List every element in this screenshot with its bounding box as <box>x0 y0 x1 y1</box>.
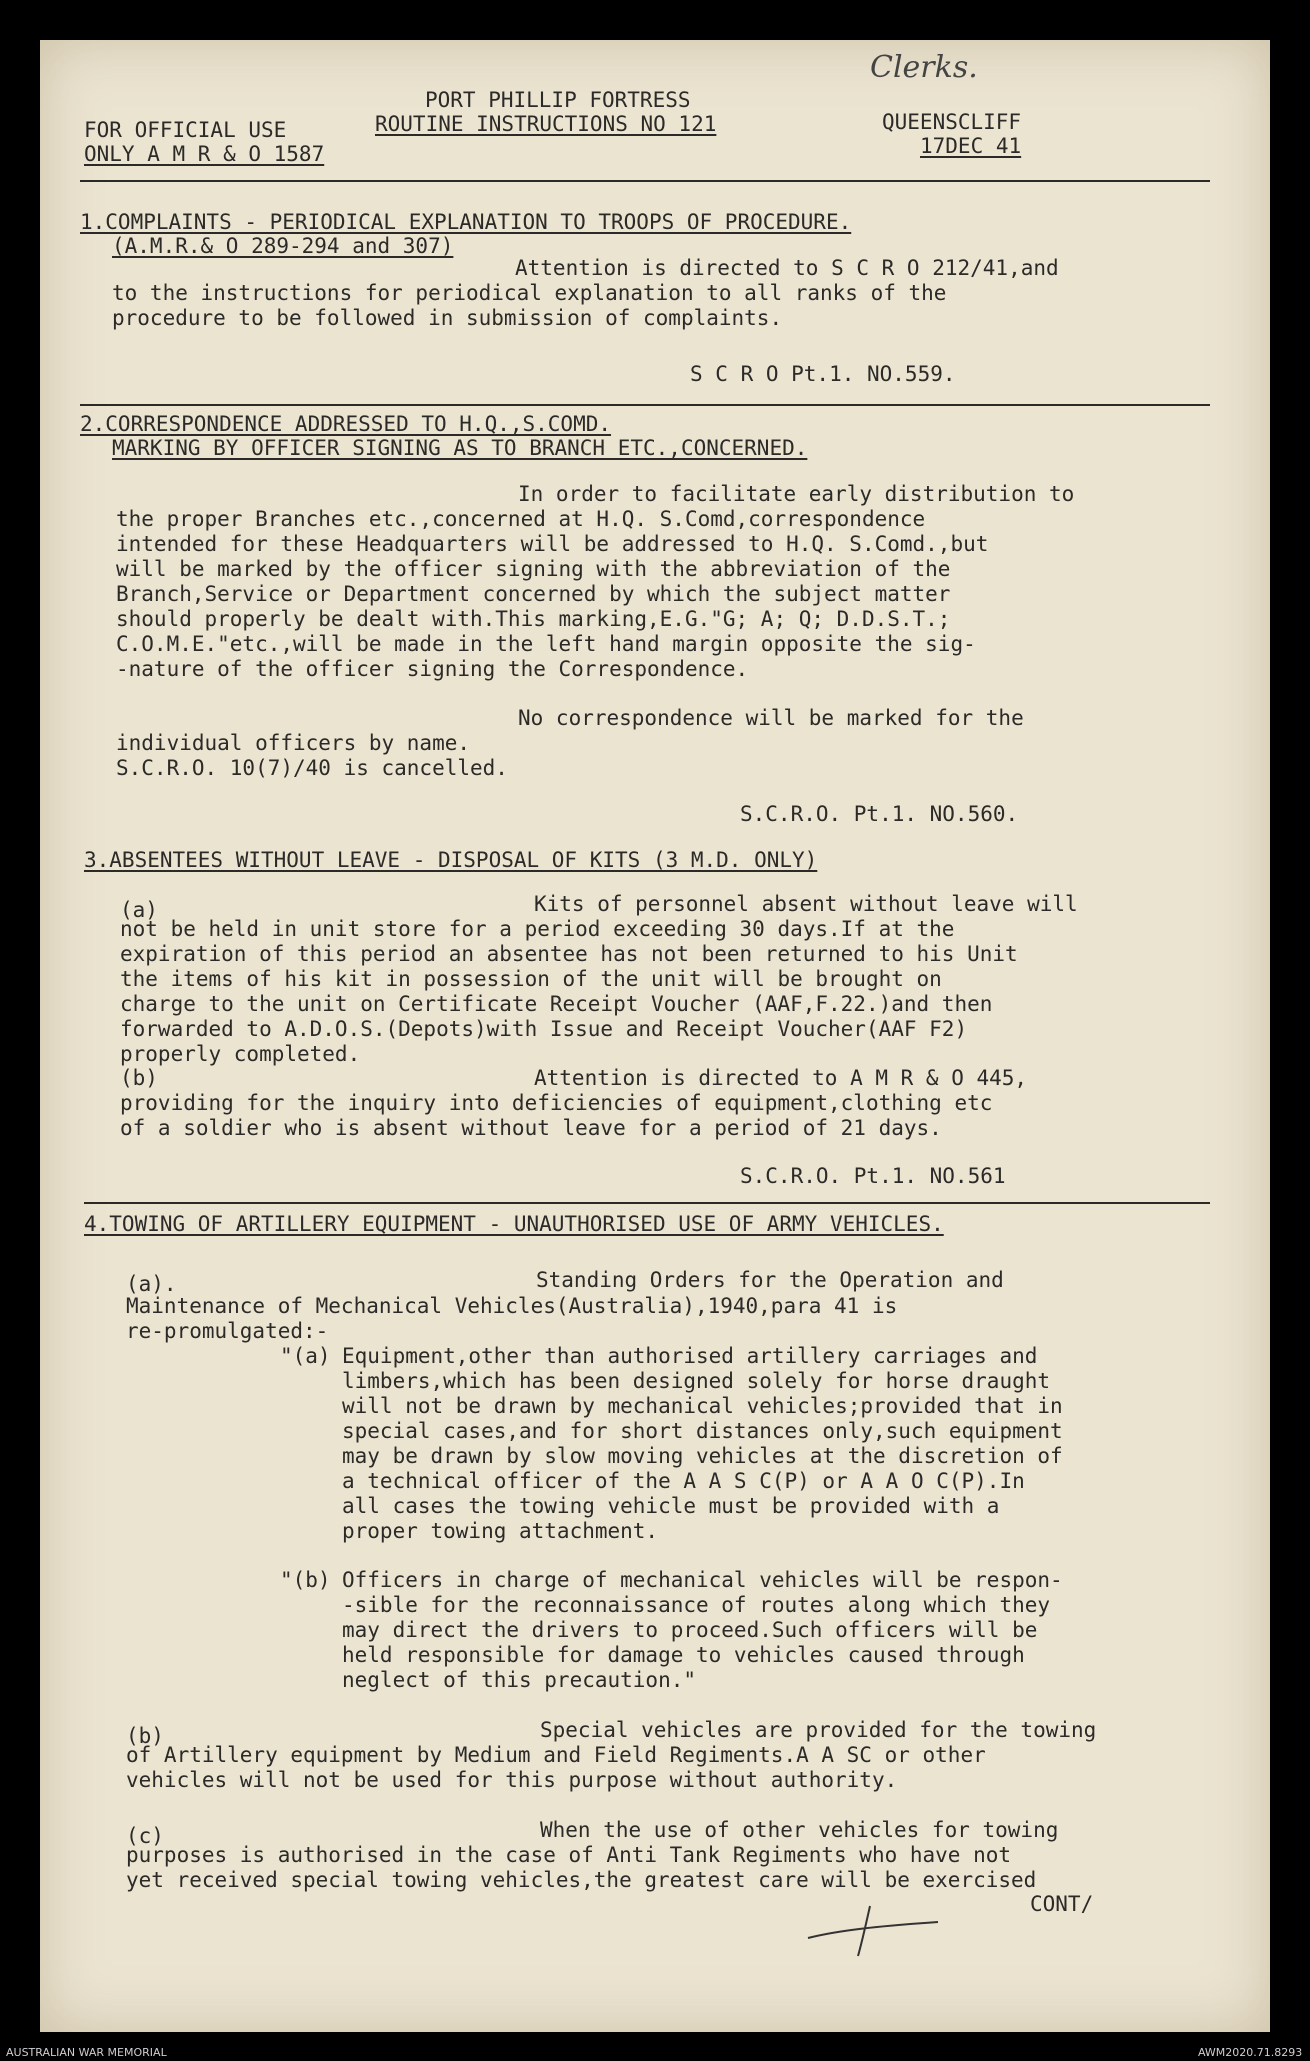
section-2-text: In order to facilitate early distribution to <box>518 482 1075 506</box>
section-2-text: will be marked by the officer signing with the abbreviation of the <box>116 557 951 581</box>
handwritten-annotation: Clerks. <box>870 50 978 85</box>
archive-caption: AUSTRALIAN WAR MEMORIAL <box>6 2046 167 2059</box>
section-1-reference: (A.M.R.& O 289-294 and 307) <box>112 234 454 258</box>
section-2-text: individual officers by name. <box>116 731 471 755</box>
fortress-name: PORT PHILLIP FORTRESS <box>425 88 691 112</box>
section-1-title: 1.COMPLAINTS - PERIODICAL EXPLANATION TO TROOPS OF PROCEDURE. <box>80 210 852 234</box>
quoted-b-text: -sible for the reconnaissance of routes along which they <box>342 1593 1051 1617</box>
section-1-text: Attention is directed to S C R O 212/41,and <box>515 256 1059 280</box>
section-4-a-label: (a). <box>126 1272 177 1296</box>
signature-scribble <box>800 1900 950 1960</box>
section-4-c-text: When the use of other vehicles for towing <box>540 1818 1059 1842</box>
section-4-b-label: (b) <box>126 1724 164 1748</box>
quoted-a-label: "(a) <box>280 1344 331 1368</box>
section-2-text: No correspondence will be marked for the <box>518 706 1024 730</box>
official-use-label: FOR OFFICIAL USE <box>84 118 287 142</box>
quoted-a-text: all cases the towing vehicle must be provided with a <box>342 1494 1000 1518</box>
section-4-a-text: Maintenance of Mechanical Vehicles(Australia),1940,para 41 is <box>126 1294 898 1318</box>
section-4-b-text: of Artillery equipment by Medium and Field Regiments.A A SC or other <box>126 1743 986 1767</box>
section-divider <box>80 404 1210 406</box>
section-1-text: to the instructions for periodical explanation to all ranks of the <box>112 281 947 305</box>
section-4-a-text: re-promulgated:- <box>126 1319 329 1343</box>
quoted-b-label: "(b) <box>280 1568 331 1592</box>
section-3-a-text: not be held in unit store for a period exceeding 30 days.If at the <box>120 917 955 941</box>
section-2-text: should properly be dealt with.This marking,E.G."G; A; Q; D.D.S.T.; <box>116 607 951 631</box>
quoted-b-text: may direct the drivers to proceed.Such officers will be <box>342 1618 1038 1642</box>
archive-id: AWM2020.71.8293 <box>1198 2046 1303 2059</box>
location: QUEENSCLIFF <box>882 110 1022 134</box>
quoted-a-text: limbers,which has been designed solely for horse draught <box>342 1369 1051 1393</box>
section-3-b-label: (b) <box>120 1066 158 1090</box>
section-2-text: S.C.R.O. 10(7)/40 is cancelled. <box>116 756 508 780</box>
section-2-text: Branch,Service or Department concerned by which the subject matter <box>116 582 951 606</box>
section-2-text: -nature of the officer signing the Correspondence. <box>116 657 749 681</box>
continued-marker: CONT/ <box>1030 1892 1094 1916</box>
section-2-text: intended for these Headquarters will be addressed to H.Q. S.Comd.,but <box>116 532 989 556</box>
section-2-text: the proper Branches etc.,concerned at H.Q. S.Comd,correspondence <box>116 507 926 531</box>
official-use-ref: ONLY A M R & O 1587 <box>84 142 325 166</box>
section-2-title: 2.CORRESPONDENCE ADDRESSED TO H.Q.,S.COMD. <box>80 412 612 436</box>
quoted-b-text: held responsible for damage to vehicles caused through <box>342 1643 1025 1667</box>
quoted-a-text: may be drawn by slow moving vehicles at the discretion of <box>342 1444 1063 1468</box>
section-3-a-text: Kits of personnel absent without leave will <box>534 892 1078 916</box>
section-3-a-text: properly completed. <box>120 1042 361 1066</box>
quoted-a-text: special cases,and for short distances only,such equipment <box>342 1419 1063 1443</box>
section-2-text: C.O.M.E."etc.,will be made in the left hand margin opposite the sig- <box>116 632 976 656</box>
section-3-a-text: expiration of this period an absentee has not been returned to his Unit <box>120 942 1018 966</box>
section-4-title: 4.TOWING OF ARTILLERY EQUIPMENT - UNAUTHORISED USE OF ARMY VEHICLES. <box>84 1212 944 1236</box>
section-4-c-text: yet received special towing vehicles,the greatest care will be exercised <box>126 1868 1037 1892</box>
section-4-b-text: vehicles will not be used for this purpose without authority. <box>126 1768 898 1792</box>
section-divider <box>84 1202 1210 1204</box>
issue-date: 17DEC 41 <box>920 134 1022 158</box>
quoted-a-text: a technical officer of the A A S C(P) or A A O C(P).In <box>342 1469 1025 1493</box>
section-1-text: procedure to be followed in submission of complaints. <box>112 306 783 330</box>
quoted-a-text: proper towing attachment. <box>342 1519 659 1543</box>
section-3-a-text: charge to the unit on Certificate Receipt Voucher (AAF,F.22.)and then <box>120 992 993 1016</box>
section-2-subtitle: MARKING BY OFFICER SIGNING AS TO BRANCH ETC.,CONCERNED. <box>112 436 808 460</box>
document-page <box>40 40 1270 2032</box>
instructions-title: ROUTINE INSTRUCTIONS NO 121 <box>375 112 717 136</box>
section-3-a-text: forwarded to A.D.O.S.(Depots)with Issue and Receipt Voucher(AAF F2) <box>120 1017 968 1041</box>
section-3-a-label: (a) <box>120 898 158 922</box>
quoted-a-text: Equipment,other than authorised artillery carriages and <box>342 1344 1038 1368</box>
section-4-a-text: Standing Orders for the Operation and <box>536 1268 1004 1292</box>
quoted-b-text: neglect of this precaution." <box>342 1668 697 1692</box>
section-3-a-text: the items of his kit in possession of the unit will be brought on <box>120 967 942 991</box>
section-3-b-text: Attention is directed to A M R & O 445, <box>534 1066 1028 1090</box>
section-2-footer-ref: S.C.R.O. Pt.1. NO.560. <box>740 802 1019 826</box>
header-divider <box>80 180 1210 182</box>
section-3-b-text: of a soldier who is absent without leave for a period of 21 days. <box>120 1116 942 1140</box>
section-4-b-text: Special vehicles are provided for the towing <box>540 1718 1097 1742</box>
section-1-footer-ref: S C R O Pt.1. NO.559. <box>690 362 956 386</box>
quoted-b-text: Officers in charge of mechanical vehicles will be respon- <box>342 1568 1063 1592</box>
section-3-title: 3.ABSENTEES WITHOUT LEAVE - DISPOSAL OF KITS (3 M.D. ONLY) <box>84 848 818 872</box>
section-3-footer-ref: S.C.R.O. Pt.1. NO.561 <box>740 1164 1006 1188</box>
quoted-a-text: will not be drawn by mechanical vehicles;provided that in <box>342 1394 1063 1418</box>
section-4-c-text: purposes is authorised in the case of Anti Tank Regiments who have not <box>126 1843 1012 1867</box>
section-4-c-label: (c) <box>126 1824 164 1848</box>
section-3-b-text: providing for the inquiry into deficiencies of equipment,clothing etc <box>120 1091 993 1115</box>
